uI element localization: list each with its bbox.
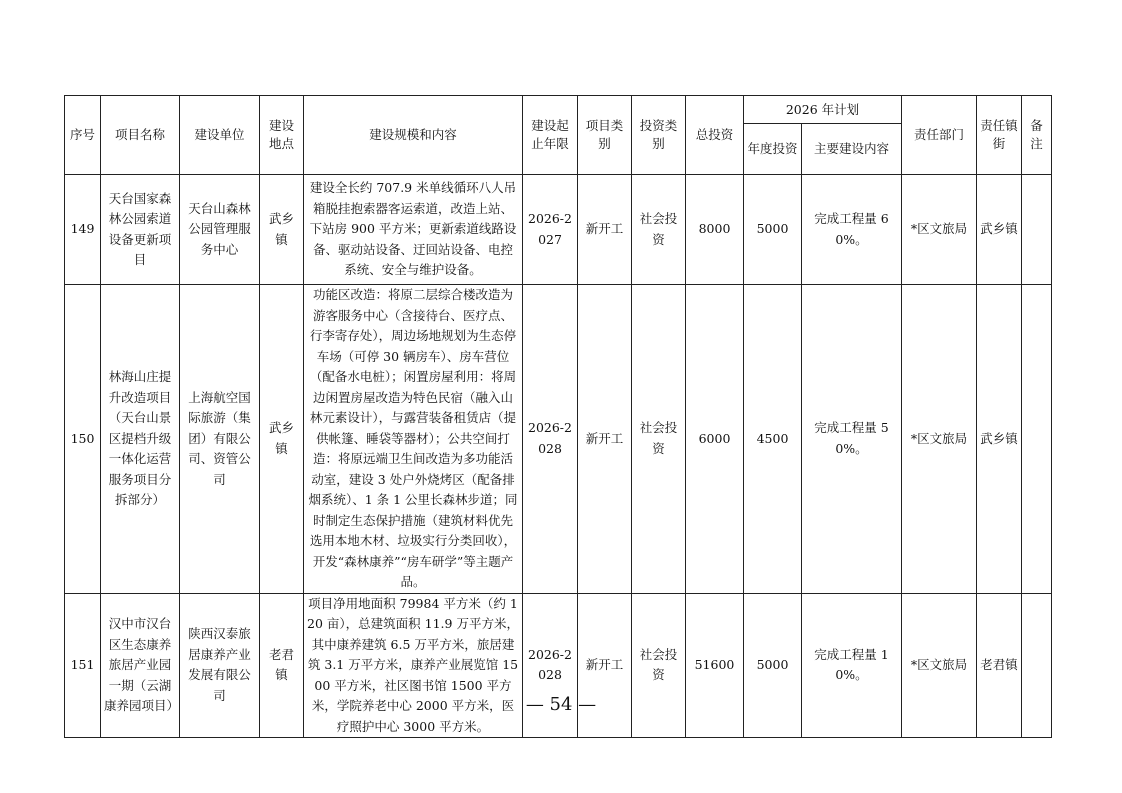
cell-total: 51600: [686, 593, 744, 738]
cell-dept: *区文旅局: [902, 593, 977, 738]
cell-category: 新开工: [578, 175, 632, 285]
cell-invest-type: 社会投资: [632, 175, 686, 285]
cell-scale: 功能区改造：将原二层综合楼改造为游客服务中心（含接待台、医疗点、行李寄存处），周边场地规划为生态停车场（可停 30 辆房车）、房车营位（配备水电桩）；闲置房屋利用：将周边闲置房屋改造为特色民宿（融入山林元素设计），与露营装备租赁店（提供帐篷、睡袋等器材）；公共空间打造：将原远端卫生间改造为多功能活动室，建设 3 处户外烧烤区（配备排烟系统）、1 条 1 公里长森林步道；同时制定生态保护措施（建筑材料优先选用本地木材、垃圾实行分类回收），开发“森林康养”“房车研学”等主题产品。: [304, 285, 523, 594]
cell-content: 完成工程量 60%。: [802, 175, 902, 285]
cell-invest-type: 社会投资: [632, 285, 686, 594]
header-total: 总投资: [686, 96, 744, 175]
cell-dept: *区文旅局: [902, 175, 977, 285]
cell-remark: [1022, 285, 1052, 594]
cell-name: 林海山庄提升改造项目（天台山景区提档升级一体化运营服务项目分拆部分）: [101, 285, 180, 594]
header-seq: 序号: [65, 96, 101, 175]
header-invest-type: 投资类别: [632, 96, 686, 175]
header-unit: 建设单位: [180, 96, 260, 175]
cell-category: 新开工: [578, 593, 632, 738]
cell-town: 武乡镇: [977, 175, 1022, 285]
cell-scale: 建设全长约 707.9 米单线循环八人吊箱脱挂抱索器客运索道，改造上站、下站房 900 平方米；更新索道线路设备、驱动站设备、迂回站设备、电控系统、安全与维护设备。: [304, 175, 523, 285]
cell-content: 完成工程量 10%。: [802, 593, 902, 738]
page-number: — 54 —: [525, 694, 597, 715]
table-row: [65, 285, 1052, 594]
cell-annual: 5000: [744, 593, 802, 738]
cell-location: 武乡镇: [260, 175, 304, 285]
project-table: [64, 95, 1052, 738]
cell-location: 武乡镇: [260, 285, 304, 594]
cell-town: 老君镇: [977, 593, 1022, 738]
cell-total: 6000: [686, 285, 744, 594]
cell-location: 老君镇: [260, 593, 304, 738]
header-main-content: 主要建设内容: [802, 124, 902, 175]
header-annual: 年度投资: [744, 124, 802, 175]
header-remark: 备注: [1022, 96, 1052, 175]
cell-seq: 151: [65, 593, 101, 738]
cell-content: 完成工程量 50%。: [802, 285, 902, 594]
cell-remark: [1022, 593, 1052, 738]
header-town: 责任镇街: [977, 96, 1022, 175]
cell-unit: 陕西汉泰旅居康养产业发展有限公司: [180, 593, 260, 738]
cell-name: 天台国家森林公园索道设备更新项目: [101, 175, 180, 285]
cell-years: 2026-2028: [523, 593, 578, 738]
cell-unit: 上海航空国际旅游（集团）有限公司、资管公司: [180, 285, 260, 594]
cell-annual: 4500: [744, 285, 802, 594]
header-years: 建设起止年限: [523, 96, 578, 175]
cell-category: 新开工: [578, 285, 632, 594]
table-row: [65, 593, 1052, 738]
cell-unit: 天台山森林公园管理服务中心: [180, 175, 260, 285]
header-dept: 责任部门: [902, 96, 977, 175]
header-scale: 建设规模和内容: [304, 96, 523, 175]
cell-invest-type: 社会投资: [632, 593, 686, 738]
header-name: 项目名称: [101, 96, 180, 175]
header-category: 项目类别: [578, 96, 632, 175]
header-location: 建设地点: [260, 96, 304, 175]
cell-remark: [1022, 175, 1052, 285]
header-plan: 2026 年计划: [744, 96, 902, 124]
cell-seq: 150: [65, 285, 101, 594]
cell-town: 武乡镇: [977, 285, 1022, 594]
cell-name: 汉中市汉台区生态康养旅居产业园一期（云湖康养园项目）: [101, 593, 180, 738]
cell-seq: 149: [65, 175, 101, 285]
table-row: [65, 175, 1052, 285]
cell-years: 2026-2027: [523, 175, 578, 285]
cell-annual: 5000: [744, 175, 802, 285]
cell-years: 2026-2028: [523, 285, 578, 594]
cell-scale: 项目净用地面积 79984 平方米（约 120 亩），总建筑面积 11.9 万平方米，其中康养建筑 6.5 万平方米，旅居建筑 3.1 万平方米，康养产业展览馆 1500 平方米，社区图书馆 1500 平方米，学院养老中心 2000 平方米，医疗照护中心 3000 平方米。: [304, 593, 523, 738]
cell-total: 8000: [686, 175, 744, 285]
cell-dept: *区文旅局: [902, 285, 977, 594]
